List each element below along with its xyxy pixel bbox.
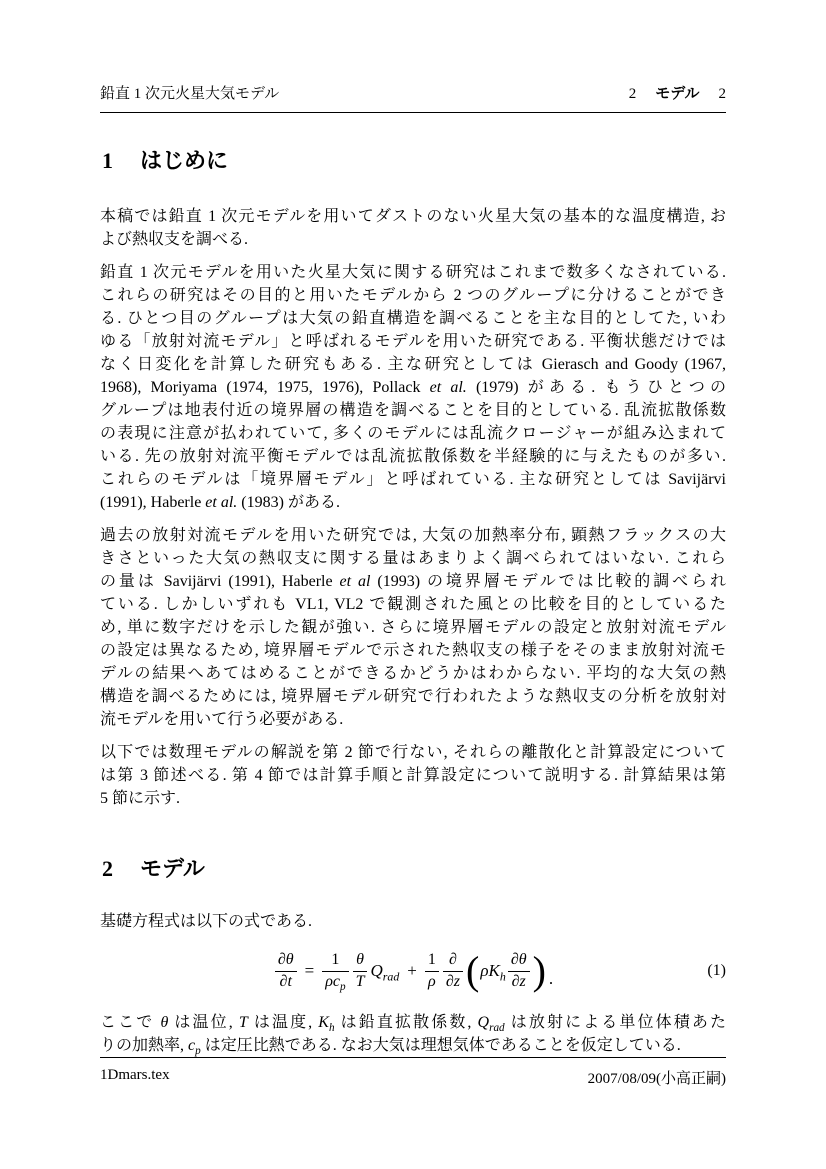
frac-one-rhocp xyxy=(322,951,348,994)
text-line: る. ひとつ目のグループは大気の鉛直構造を調べることを主な目的としてた, いわ xyxy=(100,310,726,327)
equals-sign: = xyxy=(304,961,315,980)
plus-sign: + xyxy=(407,961,417,980)
text-line: は第 3 節述べる. 第 4 節では計算手順と計算設定について説明する. 計算結果は第 xyxy=(100,767,726,784)
paragraph-heat-budget xyxy=(100,524,726,731)
text-line: 本稿では鉛直 1 次元モデルを用いてダストのない火星大気の基本的な温度構造, お xyxy=(100,208,726,225)
header-section-number: 2 xyxy=(628,86,637,102)
equation-1 xyxy=(100,943,726,999)
text-line: 以下では数理モデルの解説を第 2 節で行ない, それらの離散化と計算設定について xyxy=(100,744,726,761)
text-line: の設定は異なるため, 境界層モデルで示された熱収支の様子をそのまま放射対流モ xyxy=(100,642,726,659)
rho-kh-term: $\rho K_h$ xyxy=(480,961,506,984)
frac-numerator: θ xyxy=(353,951,368,972)
frac-dtheta-dz xyxy=(508,951,530,991)
text-line: きさといった大気の熱収支に関する量はあまりよく調べられてはいない. これら xyxy=(100,550,726,567)
text-line: ここで θ は温位, T は温度, $K_h$ は鉛直拡散係数, $Q_{rad}$ は放射による単位体積あた xyxy=(100,1014,726,1035)
section-2-heading xyxy=(102,852,726,883)
running-header xyxy=(100,0,726,113)
text-line: め, 単に数字だけを示した観が強い. さらに境界層モデルの設定と放射対流モデル xyxy=(100,619,726,636)
frac-numerator: ∂θ xyxy=(508,951,530,972)
text-line: いる. 先の放射対流平衡モデルでは乱流拡散係数を半経験的に与えたものが多い. xyxy=(100,448,726,465)
text-line: の表現に注意が払われていて, 多くのモデルには乱流クロージャーが組み込まれて xyxy=(100,425,726,442)
frac-one-rho xyxy=(425,951,439,991)
header-section-title: モデル xyxy=(655,85,700,102)
section-2-number: 2 xyxy=(102,856,113,881)
frac-denominator: ∂z xyxy=(511,973,526,990)
text-line: 過去の放射対流モデルを用いた研究では, 大気の加熱率分布, 顕熱フラックスの大 xyxy=(100,527,726,544)
text-line: 5 節に示す. xyxy=(100,790,181,807)
text-line: の量は Savijärvi (1991), Haberle et al (1993) の境界層モデルでは比較的調べられ xyxy=(100,573,727,590)
text-line: これらのモデルは「境界層モデル」と呼ばれている. 主な研究としては Savijärvi xyxy=(100,471,726,488)
q-subscript: rad xyxy=(382,969,400,984)
text-line: ている. しかしいずれも VL1, VL2 で観測された風との比較を目的としているた xyxy=(100,596,726,613)
page-content xyxy=(100,0,726,1067)
paragraph-previous-studies xyxy=(100,261,726,514)
equation-period: . xyxy=(548,969,554,988)
equation-number: (1) xyxy=(707,962,726,979)
footer-filename: 1Dmars.tex xyxy=(100,1067,170,1083)
section-1-heading xyxy=(102,144,726,175)
frac-dtheta-dt xyxy=(275,951,297,991)
text-line: デルの結果へあてはめることができるかどうかはわからない. 平均的な大気の熱 xyxy=(100,665,726,682)
frac-denominator: ∂z xyxy=(445,973,461,990)
paragraph-outline xyxy=(100,741,726,810)
header-document-title: 鉛直 1 次元火星大気モデル xyxy=(100,86,280,102)
footer-date-author: 2007/08/09(小高正嗣) xyxy=(587,1071,726,1087)
frac-numerator: ∂θ xyxy=(275,951,297,972)
frac-numerator: 1 xyxy=(425,951,439,972)
paragraph-abstract xyxy=(100,205,726,251)
text-line: 1968), Moriyama (1974, 1975, 1976), Pollack et al. (1979) がある. もうひとつの xyxy=(100,379,727,396)
frac-d-dz xyxy=(443,951,463,991)
text-line: 鉛直 1 次元モデルを用いた火星大気に関する研究はこれまで数多くなされている. xyxy=(100,264,726,281)
section-1-title: はじめに xyxy=(140,148,229,173)
header-right-group xyxy=(629,82,726,103)
frac-denominator: $\rho c_p$ xyxy=(325,973,346,994)
page-footer xyxy=(100,1057,726,1088)
text-line: 構造を調べるためには, 境界層モデル研究で行われたような熱収支の分析を放射対 xyxy=(100,688,726,705)
frac-denominator: ∂t xyxy=(279,973,292,990)
frac-numerator: 1 xyxy=(322,951,348,972)
header-page-number: 2 xyxy=(718,86,726,102)
section-1-number: 1 xyxy=(102,148,113,173)
text-line: 流モデルを用いて行う必要がある. xyxy=(100,711,344,728)
frac-theta-T xyxy=(353,951,368,991)
text-line: なく日変化を計算した研究もある. 主な研究としては Gierasch and Goody (1967, xyxy=(100,356,726,373)
paragraph-variable-definitions xyxy=(100,1011,726,1057)
frac-numerator: ∂ xyxy=(443,951,463,972)
section-2-title: モデル xyxy=(140,856,205,881)
paragraph-equation-intro xyxy=(100,910,726,933)
text-line: グループは地表付近の境界層の構造を調べることを目的としている. 乱流拡散係数 xyxy=(100,402,726,419)
text-line: ゆる「放射対流モデル」と呼ばれるモデルを用いた研究である. 平衡状態だけでは xyxy=(100,333,726,350)
text-line: 基礎方程式は以下の式である. xyxy=(100,913,313,930)
frac-denominator: ρ xyxy=(428,973,436,990)
q-symbol: Q xyxy=(370,961,383,980)
text-line: よび熱収支を調べる. xyxy=(100,231,249,248)
text-line: これらの研究はその目的と用いたモデルから 2 つのグループに分けることができ xyxy=(100,287,726,304)
left-paren: ( xyxy=(466,948,480,993)
q-rad-term xyxy=(370,961,400,984)
right-paren: ) xyxy=(532,948,546,993)
text-line: りの加熱率, $c_p$ は定圧比熱である. なお大気は理想気体であることを仮定している. xyxy=(100,1037,681,1058)
text-line: (1991), Haberle et al. (1983) がある. xyxy=(100,494,340,511)
frac-denominator: T xyxy=(355,973,365,990)
